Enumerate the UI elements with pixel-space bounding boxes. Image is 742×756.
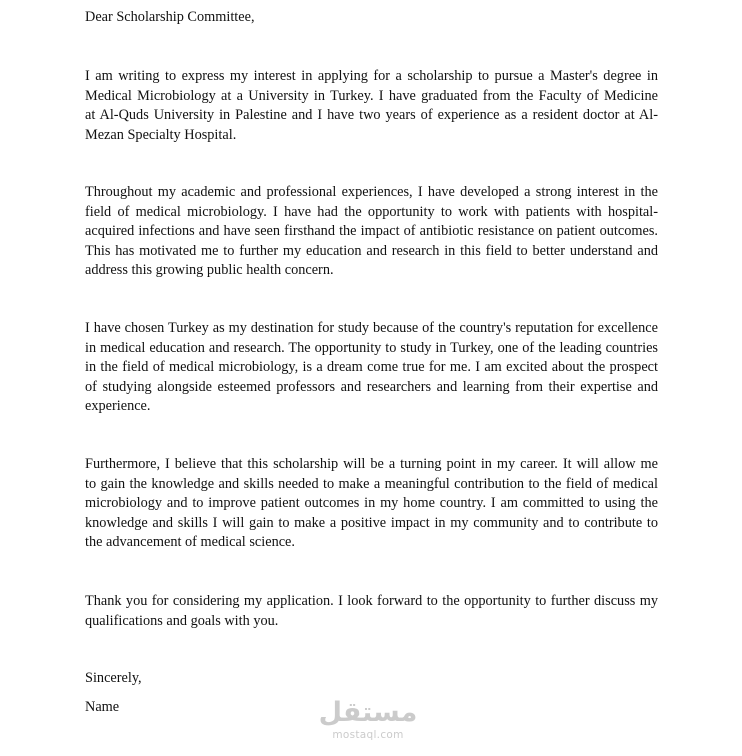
paragraph-line: of studying alongside esteemed professors and researchers and learning from their expertise and [85, 378, 658, 395]
paragraph-line: Mezan Specialty Hospital. [85, 126, 237, 143]
paragraph-line: acquired infections and have seen firsthand the impact of antibiotic resistance on patient outcomes. [85, 223, 658, 240]
paragraph-line: to gain the knowledge and skills needed to make a meaningful contribution to the field of medical [85, 475, 658, 492]
paragraph-line: Furthermore, I believe that this scholarship will be a turning point in my career. It will allow me [85, 456, 658, 472]
paragraph-3 [85, 319, 658, 417]
closing-text: Sincerely, [85, 670, 142, 686]
paragraph-1 [85, 67, 658, 145]
salutation [85, 8, 658, 28]
paragraph-line: field of medical microbiology. I have had the opportunity to work with patients with hospital- [85, 203, 658, 220]
paragraph-line: I have chosen Turkey as my destination for study because of the country's reputation for excellence [85, 320, 658, 336]
paragraph-line: experience. [85, 398, 151, 415]
paragraph-4 [85, 455, 658, 553]
paragraph-line: Thank you for considering my application. I look forward to the opportunity to further discuss my [85, 593, 658, 609]
paragraph-line: the advancement of medical science. [85, 534, 295, 551]
paragraph-line: in the field of medical microbiology, is a dream come true for me. I am excited about the prospect [85, 359, 658, 376]
paragraph-5 [85, 592, 658, 631]
paragraph-line: microbiology and to improve patient outcomes in my home country. I am committed to using the [85, 495, 658, 512]
paragraph-line: in medical education and research. The opportunity to study in Turkey, one of the leading countries [85, 339, 658, 356]
paragraph-line: address this growing public health concern. [85, 262, 334, 279]
signature-name: Name [85, 699, 120, 715]
paragraph-line: Medical Microbiology at a University in Turkey. I have graduated from the Faculty of Medicine [85, 87, 658, 104]
closing [85, 669, 658, 689]
paragraph-line: Throughout my academic and professional experiences, I have developed a strong interest in the [85, 184, 658, 200]
paragraph-2 [85, 183, 658, 281]
watermark-site-text: mostaql.com [332, 729, 404, 741]
paragraph-line: knowledge and skills I will gain to make a positive impact in my community and to contribute to [85, 514, 658, 531]
paragraph-line: I am writing to express my interest in applying for a scholarship to pursue a Master's degree in [85, 68, 658, 84]
watermark-logo-text: مستقل [318, 697, 418, 728]
paragraph-line: at Al-Quds University in Palestine and I have two years of experience as a resident doctor at Al- [85, 107, 658, 124]
salutation-text: Dear Scholarship Committee, [85, 9, 255, 25]
mostaql-watermark [316, 697, 420, 741]
paragraph-line: This has motivated me to further my education and research in this field to better understand and [85, 242, 658, 259]
paragraph-line: qualifications and goals with you. [85, 612, 279, 629]
